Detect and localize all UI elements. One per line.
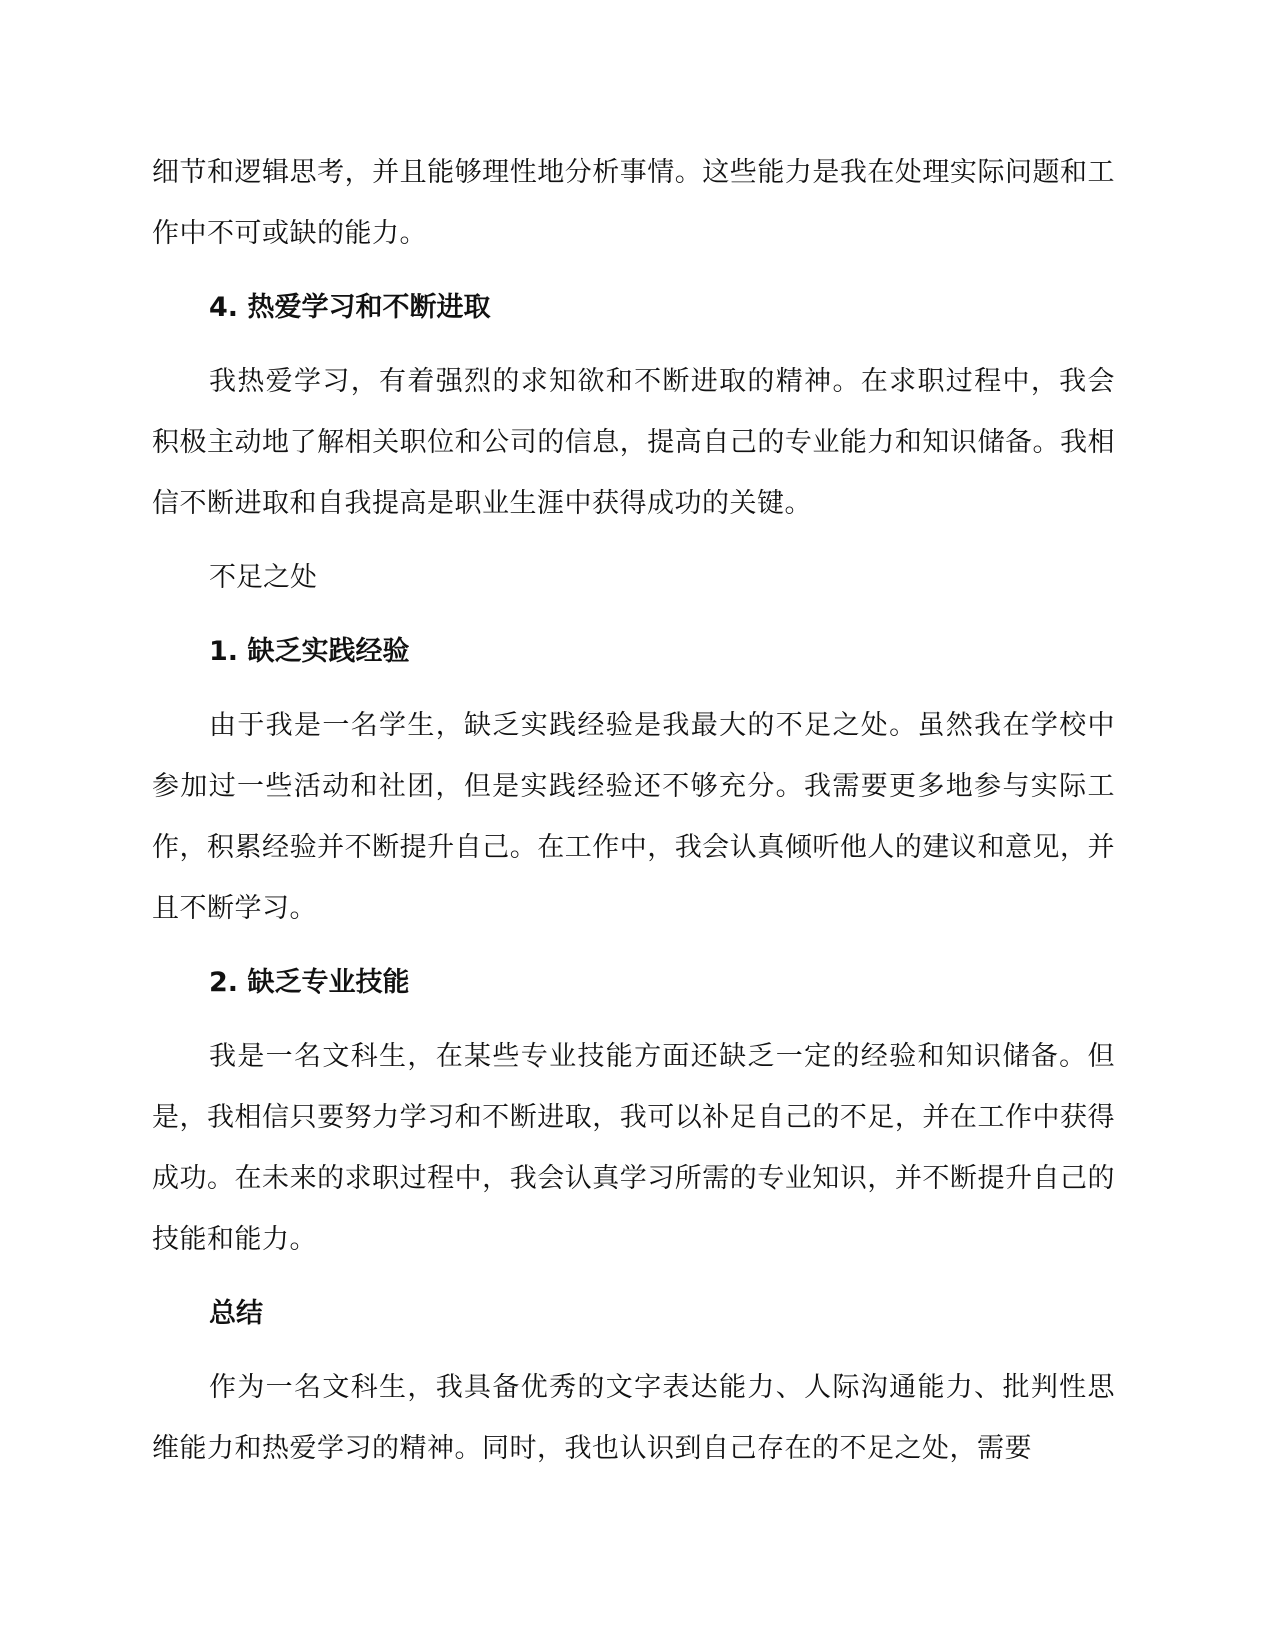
paragraph-love-of-learning: 我热爱学习，有着强烈的求知欲和不断进取的精神。在求职过程中，我会积极主动地了解相关职位和公司的信息，提高自己的专业能力和知识储备。我相信不断进取和自我提高是职业生涯中获得成功的关键。 [152,366,1115,519]
paragraph-lack-of-experience: 由于我是一名学生，缺乏实践经验是我最大的不足之处。虽然我在学校中参加过一些活动和社团，但是实践经验还不够充分。我需要更多地参与实际工作，积累经验并不断提升自己。在工作中，我会认真倾听他人的建议和意见，并且不断学习。 [152,710,1115,924]
paragraph-continued: 细节和逻辑思考，并且能够理性地分析事情。这些能力是我在处理实际问题和工作中不可或缺的能力。 [152,157,1115,249]
heading-shortcomings: 不足之处 [209,562,317,593]
paragraph-summary: 作为一名文科生，我具备优秀的文字表达能力、人际沟通能力、批判性思维能力和热爱学习的精神。同时，我也认识到自己存在的不足之处，需要 [152,1372,1115,1464]
paragraph-lack-of-skills: 我是一名文科生，在某些专业技能方面还缺乏一定的经验和知识储备。但是，我相信只要努力学习和不断进取，我可以补足自己的不足，并在工作中获得成功。在未来的求职过程中，我会认真学习所需的专业知识，并不断提升自己的技能和能力。 [152,1041,1115,1255]
heading-summary: 总结 [209,1298,263,1329]
document-page [152,142,1115,1479]
heading-love-of-learning: 4. 热爱学习和不断进取 [209,292,491,323]
heading-lack-of-experience: 1. 缺乏实践经验 [209,636,410,667]
heading-lack-of-skills: 2. 缺乏专业技能 [209,967,410,998]
